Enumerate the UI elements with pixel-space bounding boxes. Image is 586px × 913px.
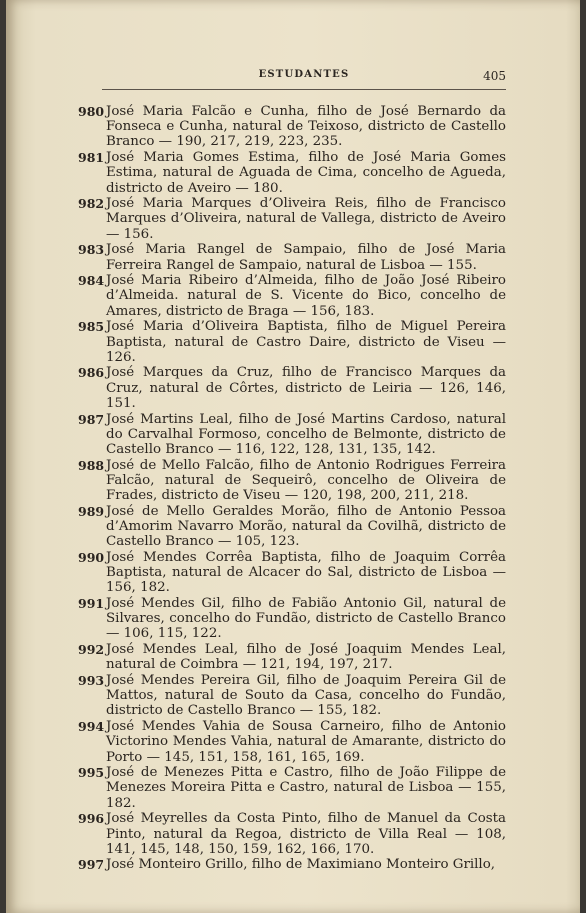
- entry-number: 996: [78, 811, 105, 827]
- entry-text: José Monteiro Grillo, filho de Maximiano Monteiro Grillo,: [106, 857, 496, 873]
- entry-number: 991: [78, 596, 105, 611]
- entry-number: 980: [78, 104, 105, 119]
- list-item: [78, 811, 506, 857]
- entry-number: 997: [78, 857, 105, 873]
- list-item: [78, 150, 506, 196]
- entry-text: José de Mello Falcão, filho de Antonio Rodrigues Ferreira Falcão, natural de Sequeirô, concelho de Oliveira de Frades, districto de Viseu — 120, 198, 200, 211, 218.: [106, 457, 506, 504]
- list-item: [78, 673, 506, 719]
- entry-text: José Mendes Pereira Gil, filho de Joaquim Pereira Gil de Mattos, natural de Souto da Casa, concelho do Fundão, districto de Castello Branco — 155, 182.: [106, 673, 506, 719]
- list-item: [78, 642, 506, 672]
- entry-number: 987: [78, 411, 105, 427]
- entry-number: 992: [78, 642, 105, 658]
- entry-text: José Maria Ribeiro d’Almeida, filho de João José Ribeiro d’Almeida. natural de S. Vicente do Bico, concelho de Amares, districto de Braga — 156, 183.: [106, 273, 506, 319]
- entry-number: 990: [78, 549, 105, 565]
- entry-number: 995: [78, 765, 105, 781]
- list-item: [78, 412, 506, 458]
- entry-text: José Maria Rangel de Sampaio, filho de José Maria Ferreira Rangel de Sampaio, natural de Lisboa — 155.: [106, 242, 506, 273]
- entry-text: José de Menezes Pitta e Castro, filho de João Filippe de Menezes Moreira Pitta e Castro, natural de Lisboa — 155, 182.: [106, 765, 506, 811]
- list-item: [78, 857, 506, 872]
- entry-text: José Maria Gomes Estima, filho de José Maria Gomes Estima, natural de Aguada de Cima, concelho de Agueda, districto de Aveiro — 180.: [106, 150, 506, 196]
- list-item: [78, 596, 506, 642]
- entry-text: José Maria d’Oliveira Baptista, filho de Miguel Pereira Baptista, natural de Castro Daire, districto de Viseu — 126.: [106, 319, 506, 365]
- entry-text: José de Mello Geraldes Morão, filho de Antonio Pessoa d’Amorim Navarro Morão, natural da Covilhã, districto de Castello Branco — 105, 123.: [106, 503, 506, 550]
- entry-number: 988: [78, 457, 105, 473]
- list-item: [78, 550, 506, 596]
- entry-text: José Maria Marques d’Oliveira Reis, filho de Francisco Marques d’Oliveira, natural de Vallega, districto de Aveiro — 156.: [106, 196, 506, 242]
- entry-number: 993: [78, 673, 105, 689]
- page-header: [102, 69, 506, 83]
- entry-text: José Mendes Corrêa Baptista, filho de Joaquim Corrêa Baptista, natural de Alcacer do Sal, districto de Lisboa — 156, 182.: [106, 549, 506, 596]
- entry-number: 986: [78, 365, 105, 381]
- list-item: [78, 319, 506, 365]
- entry-text: José Mendes Leal, filho de José Joaquim Mendes Leal, natural de Coimbra — 121, 194, 197, 217.: [106, 642, 506, 673]
- entry-number: 994: [78, 719, 105, 735]
- entry-number: 983: [78, 242, 105, 258]
- list-item: [78, 458, 506, 504]
- entry-text: José Meyrelles da Costa Pinto, filho de Manuel da Costa Pinto, natural da Regoa, districto de Villa Real — 108, 141, 145, 148, 150, 159, 162, 166, 170.: [106, 811, 506, 857]
- entry-number: 982: [78, 196, 105, 212]
- entry-text: José Mendes Gil, filho de Fabião Antonio Gil, natural de Silvares, concelho do Fundão, districto de Castello Branco — 106, 115, 122.: [106, 596, 506, 642]
- list-item: [78, 242, 506, 272]
- entry-text: José Martins Leal, filho de José Martins Cardoso, natural do Carvalhal Formoso, concelho de Belmonte, districto de Castello Branco — 116, 122, 128, 131, 135, 142.: [106, 411, 506, 457]
- entry-text: José Maria Falcão e Cunha, filho de José Bernardo da Fonseca e Cunha, natural de Teixoso, districto de Castello Branco — 190, 217, 219, 223, 235.: [106, 104, 506, 150]
- student-list: [78, 104, 506, 873]
- entry-number: 981: [78, 150, 105, 166]
- entry-number: 985: [78, 319, 105, 335]
- entry-number: 984: [78, 273, 105, 289]
- list-item: [78, 196, 506, 242]
- running-title: ESTUDANTES: [258, 69, 350, 80]
- list-item: [78, 104, 506, 150]
- entry-number: 989: [78, 503, 105, 519]
- book-page: [6, 0, 580, 913]
- header-rule: [102, 89, 506, 90]
- list-item: [78, 273, 506, 319]
- list-item: [78, 765, 506, 811]
- list-item: [78, 504, 506, 550]
- list-item: [78, 719, 506, 765]
- page-number: 405: [483, 69, 506, 83]
- entry-text: José Marques da Cruz, filho de Francisco Marques da Cruz, natural de Côrtes, districto de Leiria — 126, 146, 151.: [106, 365, 506, 411]
- entry-text: José Mendes Vahia de Sousa Carneiro, filho de Antonio Victorino Mendes Vahia, natural de Amarante, districto do Porto — 145, 151, 158, 161, 165, 169.: [106, 719, 506, 765]
- list-item: [78, 365, 506, 411]
